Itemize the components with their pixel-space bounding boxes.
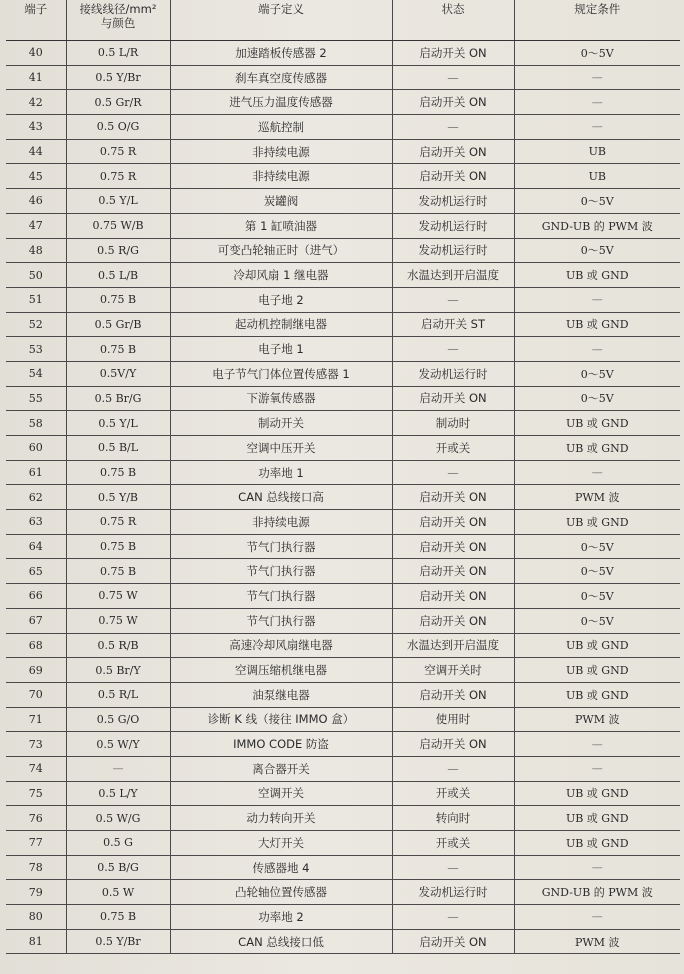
cell-definition: 炭罐阀 (170, 189, 392, 214)
cell-definition: 离合器开关 (170, 756, 392, 781)
table-row (6, 287, 680, 312)
table-row (6, 510, 680, 535)
header-pin-label: 端子 (24, 2, 48, 16)
cell-condition: UB 或 GND (514, 806, 680, 831)
cell-wire: 0.5 O/G (66, 115, 170, 140)
header-definition-label: 端子定义 (258, 2, 304, 16)
cell-wire: 0.75 B (66, 534, 170, 559)
cell-pin: 40 (6, 41, 66, 66)
cell-wire: 0.75 B (66, 460, 170, 485)
cell-condition: PWM 波 (514, 929, 680, 954)
cell-pin: 63 (6, 510, 66, 535)
cell-condition: 0～5V (514, 534, 680, 559)
cell-pin: 81 (6, 929, 66, 954)
cell-wire: 0.5 Y/L (66, 189, 170, 214)
cell-wire: 0.5 Br/G (66, 386, 170, 411)
table-row (6, 732, 680, 757)
cell-pin: 74 (6, 756, 66, 781)
cell-condition: 0～5V (514, 41, 680, 66)
cell-wire: 0.5 B/L (66, 436, 170, 461)
header-state (392, 0, 514, 41)
table-row (6, 485, 680, 510)
table-row (6, 139, 680, 164)
table-row (6, 855, 680, 880)
cell-state: — (392, 905, 514, 930)
header-wire-label: 接线线径/mm² (79, 2, 157, 16)
cell-pin: 43 (6, 115, 66, 140)
cell-wire: 0.75 R (66, 139, 170, 164)
cell-state: 发动机运行时 (392, 189, 514, 214)
table-row (6, 806, 680, 831)
cell-state: 启动开关 ON (392, 732, 514, 757)
cell-definition: 第 1 缸喷油器 (170, 213, 392, 238)
cell-condition: UB 或 GND (514, 312, 680, 337)
cell-state: 启动开关 ON (392, 164, 514, 189)
cell-state: 发动机运行时 (392, 361, 514, 386)
table-row (6, 905, 680, 930)
cell-definition: 制动开关 (170, 411, 392, 436)
cell-definition: 油泵继电器 (170, 682, 392, 707)
cell-pin: 75 (6, 781, 66, 806)
header-wire-sublabel: 与颜色 (100, 16, 136, 30)
table-row (6, 41, 680, 66)
cell-condition: UB 或 GND (514, 658, 680, 683)
cell-definition: 电子节气门体位置传感器 1 (170, 361, 392, 386)
cell-pin: 79 (6, 880, 66, 905)
header-state-label: 状态 (441, 2, 465, 16)
cell-state: 启动开关 ON (392, 559, 514, 584)
cell-state: 启动开关 ST (392, 312, 514, 337)
cell-condition: UB (514, 164, 680, 189)
cell-definition: 节气门执行器 (170, 608, 392, 633)
table-row (6, 534, 680, 559)
table-row (6, 707, 680, 732)
cell-wire: 0.5 G (66, 831, 170, 856)
cell-definition: 凸轮轴位置传感器 (170, 880, 392, 905)
table-row (6, 460, 680, 485)
cell-definition: 加速踏板传感器 2 (170, 41, 392, 66)
cell-wire: 0.75 W (66, 608, 170, 633)
cell-pin: 42 (6, 90, 66, 115)
cell-pin: 69 (6, 658, 66, 683)
cell-definition: 非持续电源 (170, 510, 392, 535)
table-row (6, 386, 680, 411)
cell-state: 启动开关 ON (392, 485, 514, 510)
header-definition (170, 0, 392, 41)
cell-state: — (392, 287, 514, 312)
cell-pin: 45 (6, 164, 66, 189)
cell-condition: UB (514, 139, 680, 164)
cell-state: — (392, 65, 514, 90)
cell-definition: CAN 总线接口高 (170, 485, 392, 510)
cell-definition: 空调中压开关 (170, 436, 392, 461)
cell-definition: CAN 总线接口低 (170, 929, 392, 954)
table-row (6, 189, 680, 214)
cell-state: — (392, 115, 514, 140)
cell-condition: PWM 波 (514, 707, 680, 732)
cell-pin: 77 (6, 831, 66, 856)
cell-condition: 0～5V (514, 559, 680, 584)
cell-condition: — (514, 460, 680, 485)
cell-definition: 功率地 1 (170, 460, 392, 485)
cell-definition: 非持续电源 (170, 139, 392, 164)
cell-condition: 0～5V (514, 238, 680, 263)
cell-definition: 空调开关 (170, 781, 392, 806)
cell-condition: — (514, 905, 680, 930)
cell-pin: 61 (6, 460, 66, 485)
cell-state: 启动开关 ON (392, 682, 514, 707)
cell-condition: UB 或 GND (514, 831, 680, 856)
cell-wire: 0.5 R/L (66, 682, 170, 707)
cell-condition: — (514, 732, 680, 757)
cell-pin: 53 (6, 337, 66, 362)
cell-wire: 0.5 Y/L (66, 411, 170, 436)
cell-state: 启动开关 ON (392, 90, 514, 115)
table-row (6, 213, 680, 238)
cell-condition: UB 或 GND (514, 633, 680, 658)
cell-pin: 54 (6, 361, 66, 386)
cell-wire: 0.5 W (66, 880, 170, 905)
table-row (6, 658, 680, 683)
cell-definition: 大灯开关 (170, 831, 392, 856)
cell-condition: — (514, 287, 680, 312)
cell-pin: 80 (6, 905, 66, 930)
cell-pin: 44 (6, 139, 66, 164)
cell-state: 启动开关 ON (392, 608, 514, 633)
cell-definition: 空调压缩机继电器 (170, 658, 392, 683)
cell-condition: UB 或 GND (514, 263, 680, 288)
cell-wire: 0.5 Y/Br (66, 929, 170, 954)
cell-state: 使用时 (392, 707, 514, 732)
cell-condition: UB 或 GND (514, 436, 680, 461)
cell-state: — (392, 855, 514, 880)
cell-definition: 高速冷却风扇继电器 (170, 633, 392, 658)
pin-definition-table (6, 0, 680, 954)
cell-state: 开或关 (392, 781, 514, 806)
cell-wire: 0.5V/Y (66, 361, 170, 386)
cell-definition: 动力转向开关 (170, 806, 392, 831)
table-row (6, 559, 680, 584)
cell-wire: 0.5 W/Y (66, 732, 170, 757)
header-condition-label: 规定条件 (574, 2, 621, 16)
cell-pin: 65 (6, 559, 66, 584)
cell-state: 启动开关 ON (392, 139, 514, 164)
cell-state: 发动机运行时 (392, 238, 514, 263)
cell-wire: 0.5 G/O (66, 707, 170, 732)
cell-state: 制动时 (392, 411, 514, 436)
cell-pin: 48 (6, 238, 66, 263)
cell-pin: 52 (6, 312, 66, 337)
cell-definition: 节气门执行器 (170, 584, 392, 609)
cell-wire: 0.75 R (66, 164, 170, 189)
cell-wire: 0.75 B (66, 559, 170, 584)
cell-condition: — (514, 90, 680, 115)
cell-pin: 70 (6, 682, 66, 707)
cell-definition: 功率地 2 (170, 905, 392, 930)
cell-pin: 66 (6, 584, 66, 609)
cell-condition: — (514, 115, 680, 140)
cell-condition: UB 或 GND (514, 510, 680, 535)
cell-state: 启动开关 ON (392, 584, 514, 609)
cell-pin: 76 (6, 806, 66, 831)
cell-condition: 0～5V (514, 386, 680, 411)
cell-pin: 58 (6, 411, 66, 436)
cell-condition: 0～5V (514, 608, 680, 633)
cell-pin: 47 (6, 213, 66, 238)
header-condition (514, 0, 680, 41)
cell-pin: 41 (6, 65, 66, 90)
cell-state: 水温达到开启温度 (392, 633, 514, 658)
table-header (6, 0, 680, 41)
table-row (6, 756, 680, 781)
cell-wire: 0.75 B (66, 287, 170, 312)
table-row (6, 361, 680, 386)
table-row (6, 263, 680, 288)
table-row (6, 831, 680, 856)
cell-condition: UB 或 GND (514, 781, 680, 806)
cell-definition: 刹车真空度传感器 (170, 65, 392, 90)
cell-wire: 0.75 B (66, 337, 170, 362)
cell-wire: 0.5 L/B (66, 263, 170, 288)
table-row (6, 682, 680, 707)
cell-wire: — (66, 756, 170, 781)
cell-state: 开或关 (392, 831, 514, 856)
cell-state: — (392, 337, 514, 362)
cell-pin: 73 (6, 732, 66, 757)
header-row (6, 0, 680, 41)
cell-state: 启动开关 ON (392, 929, 514, 954)
cell-condition: 0～5V (514, 584, 680, 609)
table-row (6, 781, 680, 806)
table-row (6, 115, 680, 140)
cell-state: — (392, 460, 514, 485)
cell-pin: 64 (6, 534, 66, 559)
table-row (6, 164, 680, 189)
table-row (6, 411, 680, 436)
cell-condition: UB 或 GND (514, 411, 680, 436)
cell-condition: PWM 波 (514, 485, 680, 510)
cell-pin: 71 (6, 707, 66, 732)
header-wire (66, 0, 170, 41)
cell-condition: GND-UB 的 PWM 波 (514, 213, 680, 238)
cell-state: 启动开关 ON (392, 510, 514, 535)
cell-state: 开或关 (392, 436, 514, 461)
table-row (6, 238, 680, 263)
cell-wire: 0.5 Gr/R (66, 90, 170, 115)
cell-condition: — (514, 756, 680, 781)
cell-state: 空调开关时 (392, 658, 514, 683)
cell-pin: 60 (6, 436, 66, 461)
table-row (6, 608, 680, 633)
cell-definition: 起动机控制继电器 (170, 312, 392, 337)
cell-wire: 0.75 B (66, 905, 170, 930)
cell-state: 发动机运行时 (392, 880, 514, 905)
cell-state: 发动机运行时 (392, 213, 514, 238)
cell-definition: 电子地 1 (170, 337, 392, 362)
cell-state: 水温达到开启温度 (392, 263, 514, 288)
cell-condition: 0～5V (514, 361, 680, 386)
cell-wire: 0.75 W/B (66, 213, 170, 238)
cell-condition: — (514, 855, 680, 880)
cell-wire: 0.75 R (66, 510, 170, 535)
cell-wire: 0.5 Y/Br (66, 65, 170, 90)
cell-wire: 0.5 Y/B (66, 485, 170, 510)
cell-pin: 51 (6, 287, 66, 312)
cell-wire: 0.5 R/G (66, 238, 170, 263)
cell-definition: 电子地 2 (170, 287, 392, 312)
cell-definition: 传感器地 4 (170, 855, 392, 880)
cell-pin: 46 (6, 189, 66, 214)
cell-state: 转向时 (392, 806, 514, 831)
cell-wire: 0.5 Gr/B (66, 312, 170, 337)
cell-condition: 0～5V (514, 189, 680, 214)
cell-condition: — (514, 337, 680, 362)
cell-wire: 0.5 Br/Y (66, 658, 170, 683)
table-row (6, 337, 680, 362)
table-body (6, 41, 680, 954)
header-pin (6, 0, 66, 41)
table-row (6, 90, 680, 115)
cell-condition: — (514, 65, 680, 90)
table-row (6, 633, 680, 658)
cell-definition: IMMO CODE 防盗 (170, 732, 392, 757)
table-row (6, 880, 680, 905)
cell-state: 启动开关 ON (392, 534, 514, 559)
cell-definition: 冷却风扇 1 继电器 (170, 263, 392, 288)
cell-condition: UB 或 GND (514, 682, 680, 707)
cell-state: — (392, 756, 514, 781)
table-row (6, 436, 680, 461)
cell-condition: GND-UB 的 PWM 波 (514, 880, 680, 905)
cell-definition: 进气压力温度传感器 (170, 90, 392, 115)
cell-pin: 62 (6, 485, 66, 510)
cell-wire: 0.75 W (66, 584, 170, 609)
table-row (6, 584, 680, 609)
cell-pin: 55 (6, 386, 66, 411)
cell-definition: 诊断 K 线（接往 IMMO 盒） (170, 707, 392, 732)
cell-wire: 0.5 W/G (66, 806, 170, 831)
cell-definition: 下游氧传感器 (170, 386, 392, 411)
cell-wire: 0.5 L/Y (66, 781, 170, 806)
cell-pin: 78 (6, 855, 66, 880)
cell-wire: 0.5 L/R (66, 41, 170, 66)
cell-definition: 节气门执行器 (170, 559, 392, 584)
cell-definition: 非持续电源 (170, 164, 392, 189)
cell-definition: 节气门执行器 (170, 534, 392, 559)
table-row (6, 312, 680, 337)
cell-definition: 巡航控制 (170, 115, 392, 140)
cell-pin: 50 (6, 263, 66, 288)
cell-wire: 0.5 B/G (66, 855, 170, 880)
cell-pin: 68 (6, 633, 66, 658)
cell-state: 启动开关 ON (392, 386, 514, 411)
cell-state: 启动开关 ON (392, 41, 514, 66)
cell-pin: 67 (6, 608, 66, 633)
table-row (6, 65, 680, 90)
cell-definition: 可变凸轮轴正时（进气） (170, 238, 392, 263)
cell-wire: 0.5 R/B (66, 633, 170, 658)
table-row (6, 929, 680, 954)
